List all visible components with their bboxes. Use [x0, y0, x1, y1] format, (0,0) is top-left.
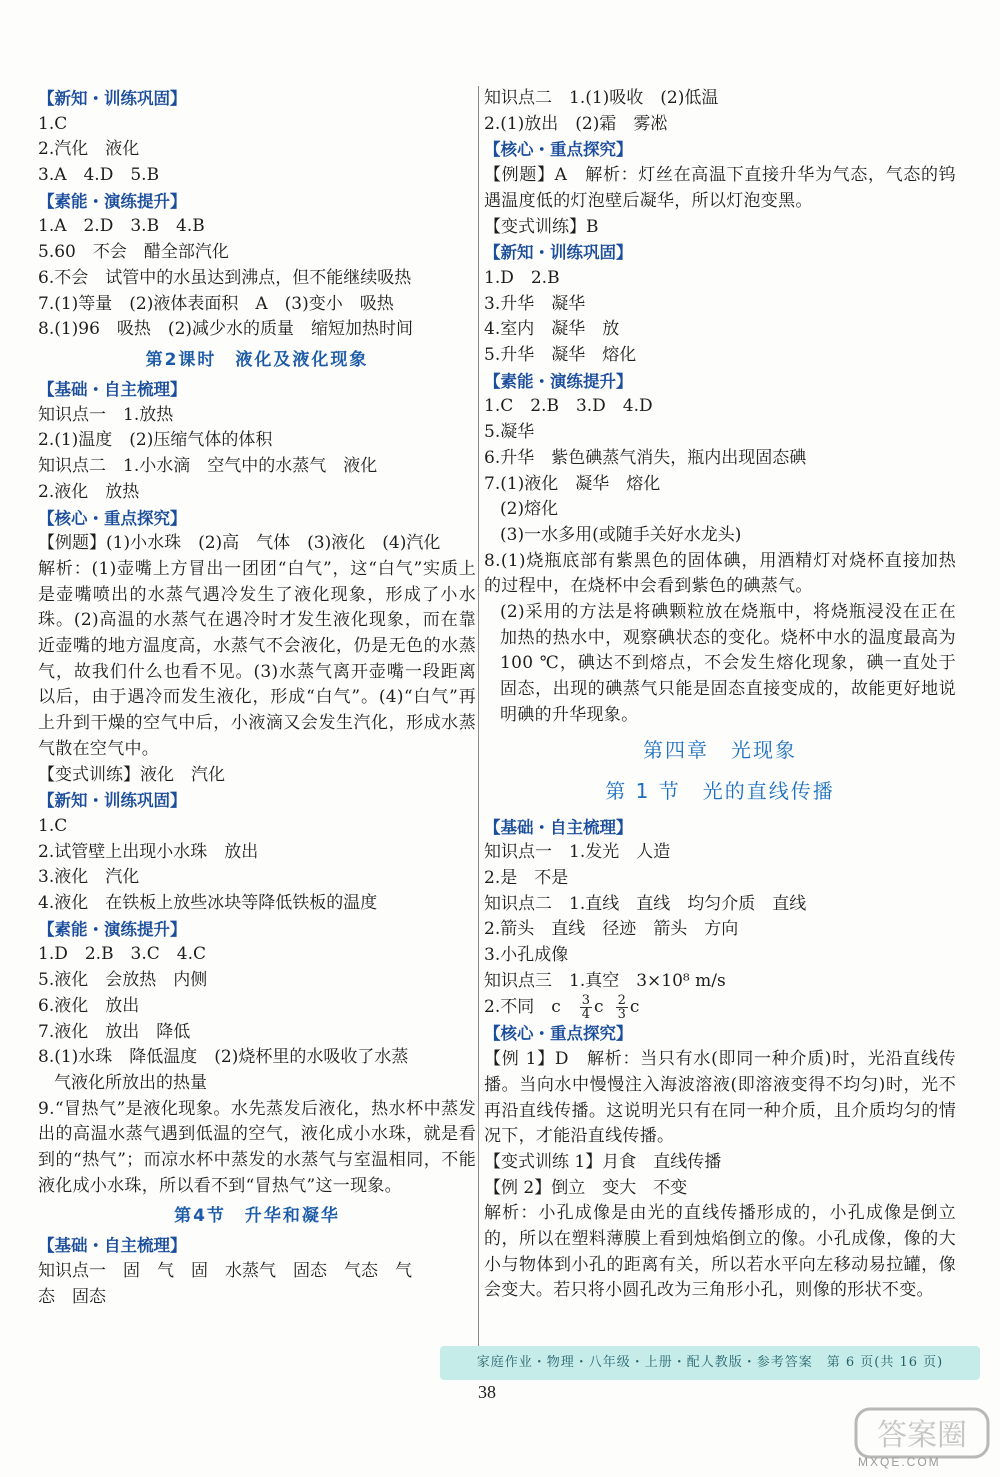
answer-paragraph: 解析：小孔成像是由光的直线传播形成的，小孔成像是倒立的，所以在塑料薄膜上看到烛焰倒立的像。小孔成像，像的大小与物体到小孔的距离有关，所以若水平向左移动易拉罐，像会变大。若只将小圆孔改为三角形小孔，则像的形状不变。: [484, 1203, 956, 1301]
fraction: [580, 994, 592, 1021]
answer-line: 5.凝华: [484, 422, 535, 443]
answer-line: 2.试管壁上出现小水珠 放出: [38, 841, 259, 862]
answer-line: 8.(1)水珠 降低温度 (2)烧杯里的水吸收了水蒸: [38, 1047, 409, 1068]
answer-line: 2.是 不是: [484, 867, 569, 888]
answer-line: 知识点二 1.小水滴 空气中的水蒸气 液化: [38, 456, 378, 477]
answer-line: 5.液化 会放热 内侧: [38, 970, 208, 991]
answer-line: 1.C: [38, 815, 68, 836]
section-heading-bracket: 【素能・演练提升】: [38, 191, 187, 211]
answer-paragraph: (2)采用的方法是将碘颗粒放在烧瓶中，将烧瓶浸没在正在加热的热水中，观察碘状态的变化。烧杯中水的温度最高为 100 ℃，碘达不到熔点，不会发生熔化现象，碘一直处于固态，出现的碘蒸气只能是固态直接变成的，故能更好地说明碘的升华现象。: [500, 602, 956, 725]
fraction-suffix: c: [594, 997, 604, 1018]
fraction-denominator: 4: [581, 1007, 591, 1023]
answer-line: 1.C: [38, 113, 68, 134]
answer-line: 3.升华 凝华: [484, 293, 586, 314]
section-title: 第 1 节 光的直线传播: [605, 778, 835, 803]
answer-line: 3.液化 汽化: [38, 867, 140, 888]
answer-line: 7.液化 放出 降低: [38, 1021, 191, 1042]
fraction-suffix: c: [629, 997, 640, 1018]
section-heading-bracket: 【素能・演练提升】: [38, 919, 187, 939]
section-heading-bracket: 【基础・自主梳理】: [484, 817, 633, 837]
answer-line: 5.60 不会 醋全部汽化: [38, 242, 229, 263]
answer-line: 1.A 2.D 3.B 4.B: [38, 216, 205, 237]
answer-line: 4.液化 在铁板上放些冰块等降低铁板的温度: [38, 893, 378, 914]
answer-line: 2.箭头 直线 径迹 箭头 方向: [484, 919, 739, 940]
answer-line: 1.D 2.B: [484, 267, 560, 288]
answer-line: 【变式训练】B: [484, 216, 599, 237]
answer-line: 5.升华 凝华 熔化: [484, 345, 637, 365]
chapter-title: 第四章 光现象: [643, 737, 797, 762]
section-heading-bracket: 【新知・训练巩固】: [484, 243, 633, 263]
answer-line: 态 固态: [38, 1286, 106, 1307]
lesson-title: 第4节 升华和凝华: [174, 1206, 340, 1227]
answer-line: 7.(1)等量 (2)液体表面积 A (3)变小 吸热: [38, 293, 394, 314]
section-heading-bracket: 【基础・自主梳理】: [38, 380, 187, 399]
answer-line: 2.液化 放热: [38, 481, 140, 502]
watermark-url: MXQE.COM: [858, 1455, 941, 1469]
fraction-prefix: 2.不同 c: [484, 997, 578, 1018]
answer-line: 2.汽化 液化: [38, 139, 140, 160]
answer-line-fraction: [484, 994, 956, 1021]
answer-line: 2.(1)放出 (2)霜 雾凇: [484, 113, 668, 134]
section-heading-bracket: 【素能・演练提升】: [484, 371, 633, 391]
answer-line: (3)一水多用(或随手关好水龙头): [500, 524, 742, 545]
right-column: [484, 86, 956, 1304]
answer-line: 6.液化 放出: [38, 995, 140, 1016]
fraction-numerator: 3: [581, 993, 591, 1009]
answer-paragraph: 8.(1)烧瓶底部有紫黑色的固体碘，用酒精灯对烧杯直接加热的过程中，在烧杯中会看到紫色的碘蒸气。: [484, 550, 956, 597]
lesson-title: 第2课时 液化及液化现象: [145, 350, 369, 370]
column-divider: [478, 86, 479, 1348]
answer-line: 8.(1)96 吸热 (2)减少水的质量 缩短加热时间: [38, 319, 414, 340]
answer-line: 7.(1)液化 凝华 熔化: [484, 473, 661, 494]
answer-line: (2)熔化: [500, 499, 559, 520]
answer-line: 1.C 2.B 3.D 4.D: [484, 396, 653, 417]
answer-paragraph: 【例 1】D 解析：当只有水(即同一种介质)时，光沿直线传播。当向水中慢慢注入海波溶液(即溶液变得不均匀)时，光不再沿直线传播。这说明光只有在同一种介质，且介质均匀的情况下，才能沿直线传播。: [484, 1049, 956, 1147]
answer-paragraph: 【例题】A 解析：灯丝在高温下直接升华为气态，气态的钨遇温度低的灯泡壁后凝华，所以灯泡变黑。: [484, 165, 956, 211]
section-heading-bracket: 【核心・重点探究】: [484, 1024, 633, 1044]
answer-line: 2.(1)温度 (2)压缩气体的体积: [38, 430, 273, 451]
answer-line: 1.D 2.B 3.C 4.C: [38, 944, 207, 965]
answer-line: 6.不会 试管中的水虽达到沸点，但不能继续吸热: [38, 267, 412, 288]
answer-line: 知识点一 1.发光 人造: [484, 842, 671, 863]
answer-line: 知识点一 固 气 固 水蒸气 固态 气态 气: [38, 1261, 412, 1282]
answer-line: 3.小孔成像: [484, 945, 569, 966]
answer-line: 【例题】(1)小水珠 (2)高 气体 (3)液化 (4)汽化: [38, 533, 441, 554]
fraction-denominator: 3: [617, 1007, 626, 1023]
page-number: 38: [478, 1382, 496, 1402]
answer-paragraph: 解析：(1)壶嘴上方冒出一团团“白气”，这“白气”实质上是壶嘴喷出的水蒸气遇冷发生了液化现象，形成了小水珠。(2)高温的水蒸气在遇冷时才发生液化现象，而在靠近壶嘴的地方温度高，水蒸气不会液化，仍是无色的水蒸气，故我们什么也看不见。(3)水蒸气离开壶嘴一段距离以后，由于遇冷而发生液化，形成“白气”。(4)“白气”再上升到干燥的空气中后，小液滴又会发生汽化，形成水蒸气散在空气中。: [38, 558, 476, 759]
answer-line: 6.升华 紫色碘蒸气消失，瓶内出现固态碘: [484, 447, 807, 468]
section-heading-bracket: 【新知・训练巩固】: [38, 791, 187, 811]
section-heading-bracket: 【基础・自主梳理】: [38, 1236, 187, 1256]
answer-line: 知识点三 1.真空 3×10⁸ m/s: [484, 970, 726, 991]
page-footer-banner: 家庭作业・物理・八年级・上册・配人教版・参考答案 第 6 页(共 16 页): [440, 1346, 980, 1380]
answer-line: 知识点二 1.(1)吸收 (2)低温: [484, 88, 719, 108]
answer-line: 【例 2】倒立 变大 不变: [484, 1177, 688, 1198]
answer-line: 3.A 4.D 5.B: [38, 165, 160, 186]
watermark-logo-text: 答案圈: [877, 1418, 967, 1453]
answer-line: 【变式训练 1】月食 直线传播: [484, 1151, 722, 1172]
answer-line: 知识点一 1.放热: [38, 404, 174, 425]
answer-line: 【变式训练】液化 汽化: [38, 764, 225, 785]
section-heading-bracket: 【新知・训练巩固】: [38, 89, 187, 108]
answer-line: 4.室内 凝华 放: [484, 319, 620, 340]
answer-line: 气液化所放出的热量: [54, 1072, 207, 1093]
left-column: [38, 86, 476, 1311]
section-heading-bracket: 【核心・重点探究】: [484, 140, 633, 160]
fraction-numerator: 2: [617, 993, 626, 1009]
fraction: [616, 994, 628, 1021]
answer-paragraph: 9.“冒热气”是液化现象。水先蒸发后液化，热水杯中蒸发出的高温水蒸气遇到低温的空气，液化成小水珠，就是看到的“热气”；而凉水杯中蒸发的水蒸气与室温相同，不能液化成小水珠，所以看不到“冒热气”这一现象。: [38, 1098, 476, 1196]
section-heading-bracket: 【核心・重点探究】: [38, 508, 187, 528]
answer-line: 知识点二 1.直线 直线 均匀介质 直线: [484, 893, 807, 914]
